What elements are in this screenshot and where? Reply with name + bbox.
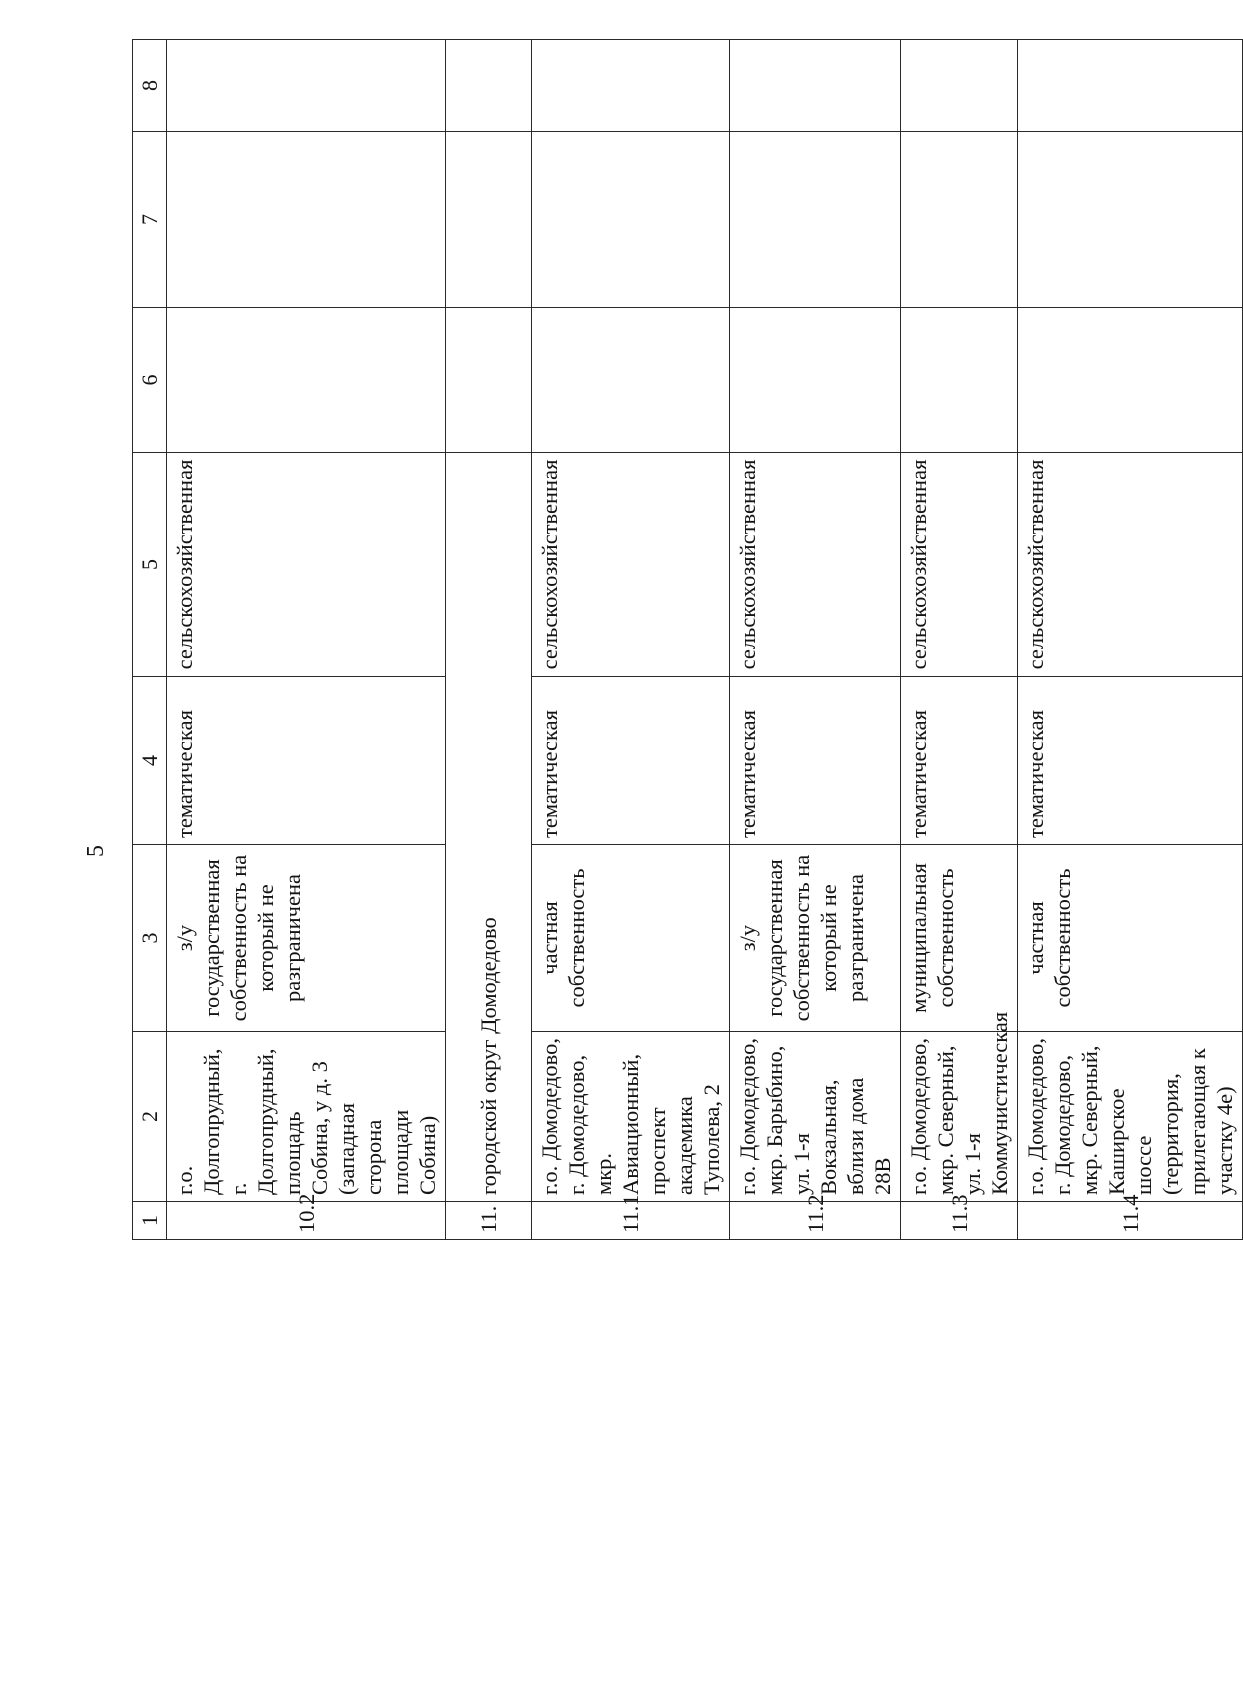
address-cell: г.о. Домодедово, г. Домодедово, мкр. Северный, Каширское шоссе (территория, прилегающая к участку 4е) xyxy=(1018,1032,1243,1202)
empty-cell xyxy=(901,40,1018,132)
page-number: 5 xyxy=(83,845,109,857)
ownership-cell: муниципальная собственность xyxy=(901,845,1018,1032)
table-row xyxy=(532,40,730,1240)
rotated-table-wrapper xyxy=(132,40,1237,1240)
empty-cell xyxy=(1018,308,1243,453)
fair-type-cell: тематическая xyxy=(730,677,901,845)
row-number: 11.3 xyxy=(901,1202,1018,1240)
row-number: 11.2 xyxy=(730,1202,901,1240)
fair-type-cell: тематическая xyxy=(532,677,730,845)
empty-cell xyxy=(446,40,532,132)
empty-cell xyxy=(730,132,901,308)
ownership-cell: частная собственность xyxy=(1018,845,1243,1032)
empty-cell xyxy=(167,132,446,308)
registry-table xyxy=(132,39,1243,1240)
address-cell: г.о. Домодедово, г. Домодедово, мкр. Авиационный, проспект академика Туполева, 2 xyxy=(532,1032,730,1202)
header-cell: 3 xyxy=(133,845,167,1032)
address-cell: г.о. Долгопрудный, г. Долгопрудный, площадь Собина, у д. 3 (западная сторона площади Собина) xyxy=(167,1032,446,1202)
empty-cell xyxy=(446,132,532,308)
header-cell: 7 xyxy=(133,132,167,308)
empty-cell xyxy=(167,308,446,453)
specialization-cell: сельскохозяйственная xyxy=(167,453,446,677)
header-cell: 2 xyxy=(133,1032,167,1202)
header-cell: 1 xyxy=(133,1202,167,1240)
empty-cell xyxy=(446,308,532,453)
row-number: 11.1 xyxy=(532,1202,730,1240)
empty-cell xyxy=(730,308,901,453)
fair-type-cell: тематическая xyxy=(1018,677,1243,845)
empty-cell xyxy=(532,40,730,132)
fair-type-cell: тематическая xyxy=(167,677,446,845)
header-cell: 6 xyxy=(133,308,167,453)
empty-cell xyxy=(1018,40,1243,132)
table-row xyxy=(167,40,446,1240)
table-row xyxy=(730,40,901,1240)
address-cell: г.о. Домодедово, мкр. Северный, ул. 1-я Коммунистическая xyxy=(901,1032,1018,1202)
empty-cell xyxy=(730,40,901,132)
address-cell: г.о. Домодедово, мкр. Барыбино, ул. 1-я Вокзальная, вблизи дома 28В xyxy=(730,1032,901,1202)
specialization-cell: сельскохозяйственная xyxy=(901,453,1018,677)
row-number: 11.4 xyxy=(1018,1202,1243,1240)
empty-cell xyxy=(532,308,730,453)
ownership-cell: частная собственность xyxy=(532,845,730,1032)
fair-type-cell: тематическая xyxy=(901,677,1018,845)
specialization-cell: сельскохозяйственная xyxy=(730,453,901,677)
header-cell: 4 xyxy=(133,677,167,845)
empty-cell xyxy=(167,40,446,132)
specialization-cell: сельскохозяйственная xyxy=(1018,453,1243,677)
table-header-row xyxy=(133,40,167,1240)
ownership-cell: з/у государственная собственность на который не разграничена xyxy=(167,845,446,1032)
section-number: 11. xyxy=(446,1202,532,1240)
section-title: городской округ Домодедово xyxy=(446,453,532,1202)
empty-cell xyxy=(901,308,1018,453)
section-row xyxy=(446,40,532,1240)
header-cell: 5 xyxy=(133,453,167,677)
table-row xyxy=(901,40,1018,1240)
row-number: 10.2 xyxy=(167,1202,446,1240)
empty-cell xyxy=(901,132,1018,308)
table-row xyxy=(1018,40,1243,1240)
specialization-cell: сельскохозяйственная xyxy=(532,453,730,677)
empty-cell xyxy=(1018,132,1243,308)
header-cell: 8 xyxy=(133,40,167,132)
empty-cell xyxy=(532,132,730,308)
ownership-cell: з/у государственная собственность на который не разграничена xyxy=(730,845,901,1032)
